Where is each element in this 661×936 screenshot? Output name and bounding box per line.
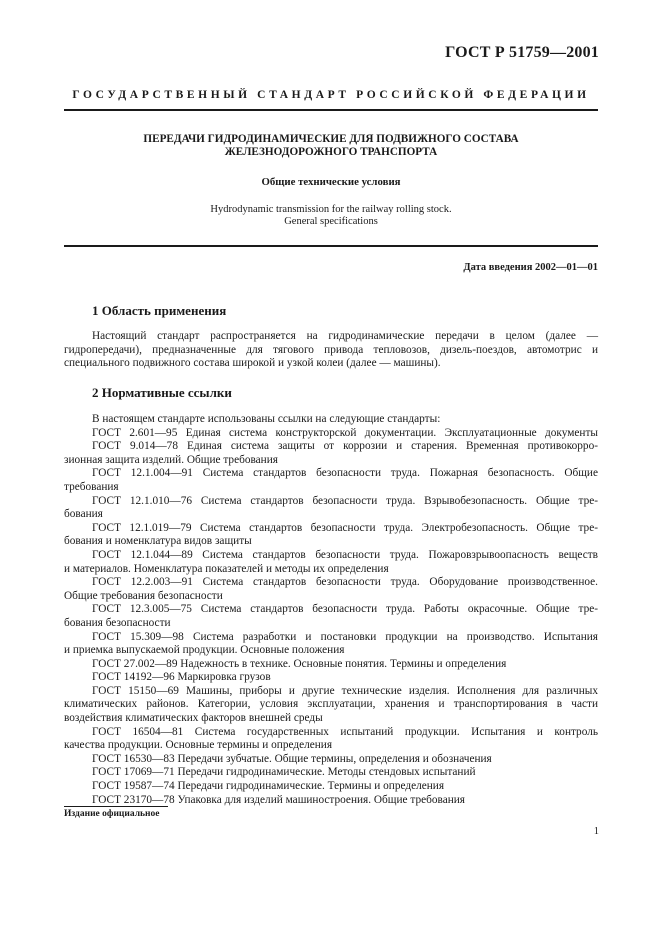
section-1-heading: 1 Область применения	[92, 303, 227, 318]
reference-line: ГОСТ 16530—83 Передачи зубчатые. Общие термины, определения и обозначения	[92, 752, 492, 765]
footer-rule	[64, 806, 168, 807]
reference-line: ГОСТ 12.2.003—91 Система стандартов безопасности труда. Оборудование производственное.	[92, 576, 598, 589]
edition-label: Издание официальное	[64, 809, 160, 819]
reference-line: ГОСТ 2.601—95 Единая система конструкторской документации. Эксплуатационные документы	[92, 426, 598, 439]
reference-line: ГОСТ 12.3.005—75 Система стандартов безопасности труда. Работы окрасочные. Общие тре-	[92, 603, 598, 616]
title-rule	[64, 245, 598, 247]
english-title-line-2: General specifications	[284, 216, 378, 227]
reference-line: бования	[64, 508, 103, 521]
reference-line: Общие требования безопасности	[64, 589, 223, 602]
section-2-heading: 2 Нормативные ссылки	[92, 385, 232, 400]
english-title-line-1: Hydrodynamic transmission for the railway rolling stock.	[210, 204, 452, 215]
paragraph-line: Настоящий стандарт распространяется на гидродинамические передачи в целом (далее —	[92, 330, 598, 342]
reference-line: и приемка выпускаемой продукции. Основные положения	[64, 644, 345, 657]
reference-line: ГОСТ 14192—96 Маркировка грузов	[92, 671, 271, 684]
introduction-date: Дата введения 2002—01—01	[463, 262, 598, 273]
section-1-paragraph	[64, 330, 598, 371]
page-number: 1	[593, 826, 599, 837]
title-line-1: ПЕРЕДАЧИ ГИДРОДИНАМИЧЕСКИЕ ДЛЯ ПОДВИЖНОГО СОСТАВА	[143, 133, 519, 145]
reference-line: ГОСТ 12.1.044—89 Система стандартов безопасности труда. Пожаровзрывоопасность веществ	[92, 548, 598, 561]
reference-line: ГОСТ 23170—78 Упаковка для изделий машиностроения. Общие требования	[92, 793, 465, 806]
title-line-2: ЖЕЛЕЗНОДОРОЖНОГО ТРАНСПОРТА	[224, 146, 438, 158]
reference-line: бования безопасности	[64, 616, 171, 629]
english-title	[64, 204, 598, 228]
reference-line: ГОСТ 19587—74 Передачи гидродинамические. Термины и определения	[92, 780, 445, 793]
reference-line: ГОСТ 12.1.010—76 Система стандартов безопасности труда. Взрывобезопасность. Общие тре-	[92, 494, 598, 507]
reference-line: требования	[64, 480, 119, 493]
reference-line: ГОСТ 16504—81 Система государственных испытаний продукции. Испытания и контроль	[92, 725, 598, 738]
standard-organization-heading: ГОСУДАРСТВЕННЫЙ СТАНДАРТ РОССИЙСКОЙ ФЕДЕРАЦИИ	[72, 89, 590, 101]
reference-line: качества продукции. Основные термины и определения	[64, 739, 333, 752]
reference-line: зионная защита изделий. Общие требования	[64, 453, 278, 466]
reference-line: и материалов. Номенклатура показателей и методы их определения	[64, 562, 389, 575]
paragraph-line: специального подвижного состава широкой и узкой колеи (далее — машины).	[64, 357, 441, 370]
document-title	[64, 133, 598, 159]
paragraph-line: гидропередачи), предназначенные для тягового привода тепловозов, дизель-поездов, автомотрис и	[64, 343, 598, 356]
normative-references-list	[64, 413, 598, 807]
reference-line: воздействия климатических факторов внешней среды	[64, 712, 323, 725]
reference-line: ГОСТ 9.014—78 Единая система защиты от коррозии и старения. Временная противокорро-	[92, 440, 598, 453]
reference-line: ГОСТ 12.1.019—79 Система стандартов безопасности труда. Электробезопасность. Общие тре-	[92, 521, 598, 534]
reference-line: бования и номенклатура видов защиты	[64, 535, 252, 548]
top-rule	[64, 109, 598, 111]
document-subtitle: Общие технические условия	[261, 176, 401, 188]
reference-line: ГОСТ 15.309—98 Система разработки и постановки продукции на производство. Испытания	[92, 630, 598, 643]
reference-line: ГОСТ 27.002—89 Надежность в технике. Основные понятия. Термины и определения	[92, 657, 507, 670]
reference-line: ГОСТ 17069—71 Передачи гидродинамические. Методы стендовых испытаний	[92, 766, 476, 779]
reference-line: В настоящем стандарте использованы ссылки на следующие стандарты:	[92, 413, 441, 425]
reference-line: ГОСТ 15150—69 Машины, приборы и другие технические изделия. Исполнения для различных	[92, 684, 598, 697]
document-code: ГОСТ Р 51759—2001	[445, 44, 599, 61]
reference-line: ГОСТ 12.1.004—91 Система стандартов безопасности труда. Пожарная безопасность. Общие	[92, 467, 598, 480]
reference-line: климатических районов. Категории, условия эксплуатации, хранения и транспортирования в части	[64, 698, 598, 711]
